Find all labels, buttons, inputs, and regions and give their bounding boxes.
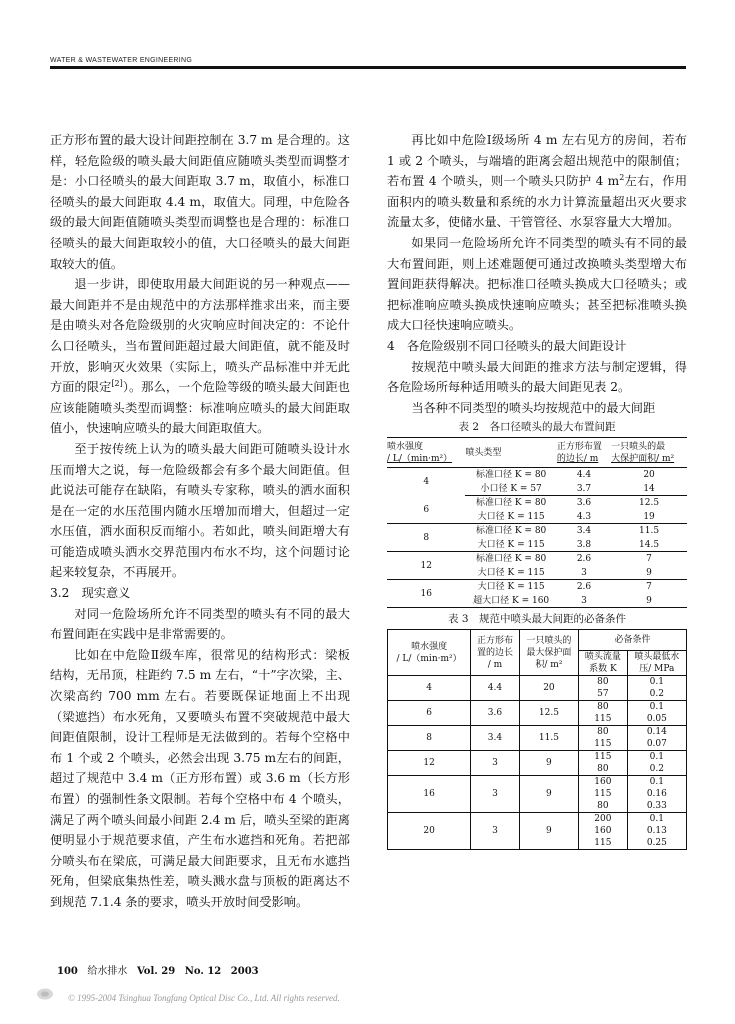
paragraph: 按规范中喷头最大间距的推求方法与制定逻辑，得各危险场所每种适用喷头的最大间距见表 2。 [387,359,687,395]
table-header: 喷头最低水 压/ MPa [627,651,686,676]
table-row: 小口径 K = 57 3.7 14 [387,482,687,496]
table2-caption: 表 2 各口径喷头的最大布置间距 [458,421,616,434]
table-row: 16 大口径 K = 115 2.6 7 [420,582,652,599]
section-heading-4: 4 各危险级别不同口径喷头的最大间距设计 [387,338,627,353]
paragraph: 退一步讲，即使取用最大间距说的另一种观点——最大间距并不是由规范中的方法那样推求出来，而主要是由喷头对各危险级别的火灾响应时间决定的：不论什么口径喷头，当布置间距超过最大间距值，就不能及时开放，影响灭火效果（实际上，喷头产品标准中并无此方面的限定[2]）。那么，一个危险等级的喷头最大间距也应该能随喷头类型而调整：标准响应喷头的最大间距取值小，快速响应喷头的最大间距取值大。 [50,277,350,436]
header-rule [50,66,686,69]
journal-name: 给水排水 [87,966,128,977]
paragraph: 正方形布置的最大设计间距控制在 3.7 m 是合理的。这样，轻危险级的喷头最大间距值应随喷头类型而调整才是：小口径喷头的最大间距取 3.7 m，取值小，标准口径喷头的最大间距取 4.4 m，取值大。同理，中危险各级的最大间距值随喷头类型而调整也是合理的：标准口径喷头的最大间距取较小的值，大口径喷头的最大间距取较大的值。 [50,133,350,271]
section-heading-3-2: 3.2 现实意义 [50,586,131,601]
table-header: 正方形布 置的边长 / m [471,630,520,676]
publisher-logo-icon [36,987,54,1001]
right-column [387,130,687,850]
table-row: 4 4.4 20 80 57 0.1 0.2 [388,676,687,701]
year: 2003 [230,966,259,977]
issue: No. 12 [184,966,222,977]
table2 [387,437,687,608]
table-row: 超大口径 K = 160 3 9 [473,595,652,606]
table3 [387,629,687,850]
page-number: 100 [57,966,78,977]
table-row: 12 3 9 115 80 0.1 0.2 [388,751,687,776]
table-row: 8 3.4 11.5 80 115 0.14 0.07 [388,726,687,751]
table-row: 6 3.6 12.5 80 115 0.1 0.05 [388,701,687,726]
table-group-header: 必备条件 [579,630,687,651]
table-header: 喷头流量 系数 K [579,651,628,676]
paragraph: 对同一危险场所允许不同类型的喷头有不同的最大布置间距在实践中是非常需要的。 [50,606,350,642]
table-header: 喷水强度 / L/（min·m²） [388,630,471,676]
table-row: 16 3 9 160 115 80 0.1 0.16 0.33 [388,776,687,813]
paragraph: 再比如中危险Ⅰ级场所 4 m 左右见方的房间，若布 1 或 2 个喷头，与端墙的距离会超出规范中的限制值；若布置 4 个喷头，则一个喷头只防护 4 $m^2$左右，作用面积内的喷头数量和系统的水力计算流量超出灭火要求流量太多，使储水量、干管管径、水泵容量大大增加。 [387,133,688,230]
left-column [50,130,350,913]
table3-caption: 表 3 规范中喷头最大间距的必备条件 [447,613,627,626]
table-row: 4 标准口径 K = 80 4.4 20 [423,470,655,488]
paragraph: 至于按传统上认为的喷头最大间距可随喷头设计水压而增大之说，每一危险级都会有多个最大间距值。但此说法可能存在缺陷，有喷头专家称，喷头的洒水面积是在一定的水压范围内随水压增加而增大，但超过一定水压值，洒水面积反而缩小。若如此，喷头间距增大有可能造成喷头洒水交界范围内布水不均，这个问题讨论起来较复杂，不再展开。 [50,441,350,580]
paragraph: 比如在中危险Ⅱ级车库，很常见的结构形式：梁板结构，无吊顶，柱距约 7.5 m 左右，“十”字次梁，主、次梁高约 700 mm 左右。若要既保证地面上不出现（梁遮挡）布水死角，又要喷头布置不突破规范中最大间距值限制，设计工程师是无法做到的。若每个空格中布 1 个或 2 个喷头，必然会出现 3.75 m左右的间距，超过了规范中 3.4 m（正方形布置）或 3.6 m（长方形布置）的强制性条文限制。若每个空格中布 4 个喷头，满足了两个喷头间最小间距 2.4 m 后，喷头至梁的距离便明显小于规范要求值，产生布水遮挡和死角。若把部分喷头布在梁底，可满足最大间距要求，且无布水遮挡死角，但梁底集热性差，喷头溅水盘与顶板的距离达不到规范 7.1.4 条的要求，喷头开放时间受影响。 [50,647,350,909]
table-row: 大口径 K = 115 3.8 14.5 [387,538,687,552]
volume: Vol. 29 [136,966,176,977]
table-header: 正方形布置 的边长/ m [557,438,611,468]
table-row: 6 标准口径 K = 80 3.6 12.5 [387,496,687,510]
table-header: 喷水强度 / L/（min·m²） [387,438,465,468]
citation-ref: [2] [111,379,123,389]
paragraph: 如果同一危险场所允许不同类型的喷头有不同的最大布置间距，则上述难题便可通过改换喷头类型增大布置间距获得解决。把标准口径喷头换成大口径喷头；或把标准响应喷头换成快速响应喷头；甚至把标准喷头换成大口径快速响应喷头。 [387,235,687,333]
journal-header: WATER & WASTEWATER ENGINEERING [50,57,193,64]
table-row: 大口径 K = 115 3 9 [387,566,687,580]
table-header: 一只喷头的最 大保护面积/ m² [611,438,687,468]
page-footer [57,962,259,977]
paragraph: 当各种不同类型的喷头均按规范中的最大间距 [411,400,656,415]
table-header: 喷头类型 [465,438,557,468]
table-row: 8 标准口径 K = 80 3.4 11.5 [387,524,687,538]
table-row: 20 3 9 200 160 115 0.1 0.13 0.25 [388,813,687,850]
table-row: 大口径 K = 115 4.3 19 [387,510,687,524]
table-header: 一只喷头的 最大保护面 积/ m² [519,630,578,676]
copyright-notice: © 1995-2004 Tsinghua Tongfang Optical Disc Co., Ltd. All rights reserved. [68,993,340,1003]
table-row: 12 标准口径 K = 80 2.6 7 [387,552,687,566]
